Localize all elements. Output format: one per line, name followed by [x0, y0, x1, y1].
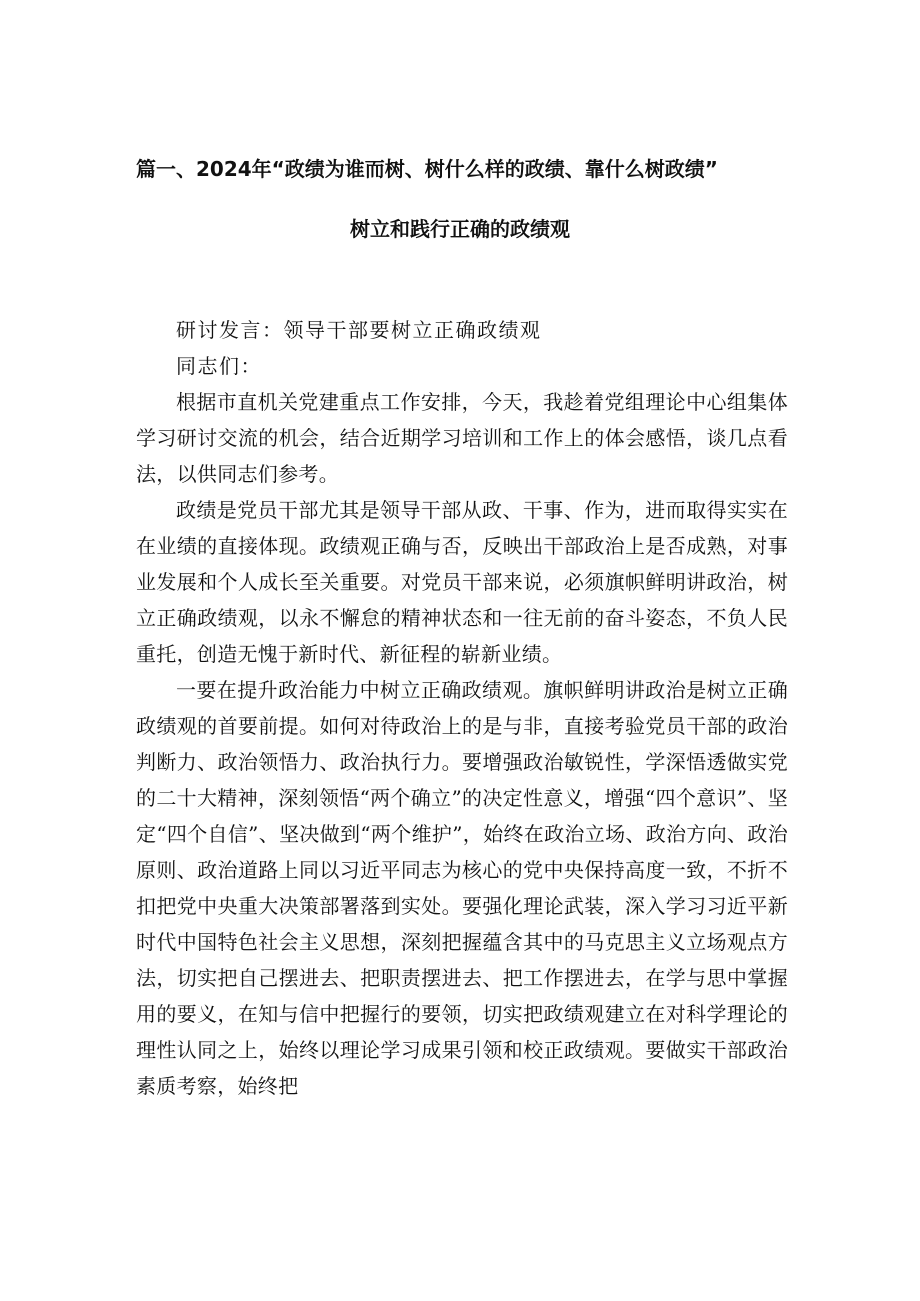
document-title-line-1: 篇一、2024年“政绩为谁而树、树什么样的政绩、靠什么树政绩” — [136, 157, 718, 181]
salutation: 同志们： — [176, 354, 262, 378]
paragraph-1: 根据市直机关党建重点工作安排，今天，我趁着党组理论中心组集体学习研讨交流的机会，结合近期学习培训和工作上的体会感悟，谈几点看法，以供同志们参考。 — [136, 390, 788, 486]
paragraph-3: 一要在提升政治能力中树立正确政绩观。旗帜鲜明讲政治是树立正确政绩观的首要前提。如何对待政治上的是与非，直接考验党员干部的政治判断力、政治领悟力、政治执行力。要增强政治敏锐性，学深悟透做实党的二十大精神，深刻领悟“两个确立”的决定性意义，增强“四个意识”、坚定“四个自信”、坚决做到“两个维护”，始终在政治立场、政治方向、政治原则、政治道路上同以习近平同志为核心的党中央保持高度一致，不折不扣把党中央重大决策部署落到实处。要强化理论武装，深入学习习近平新时代中国特色社会主义思想，深刻把握蕴含其中的马克思主义立场观点方法，切实把自己摆进去、把职责摆进去、把工作摆进去，在学与思中掌握用的要义，在知与信中把握行的要领，切实把政绩观建立在对科学理论的理性认同之上，始终以理论学习成果引领和校正政绩观。要做实干部政治素质考察，始终把 — [136, 678, 788, 1098]
paragraph-2: 政绩是党员干部尤其是领导干部从政、干事、作为，进而取得实实在在业绩的直接体现。政绩观正确与否，反映出干部政治上是否成熟，对事业发展和个人成长至关重要。对党员干部来说，必须旗帜鲜明讲政治，树立正确政绩观，以永不懈怠的精神状态和一往无前的奋斗姿态，不负人民重托，创造无愧于新时代、新征程的崭新业绩。 — [136, 498, 788, 666]
subtitle: 研讨发言：领导干部要树立正确政绩观 — [176, 318, 542, 342]
document-body — [136, 312, 788, 1104]
document-title-line-2: 树立和践行正确的政绩观 — [350, 217, 570, 241]
